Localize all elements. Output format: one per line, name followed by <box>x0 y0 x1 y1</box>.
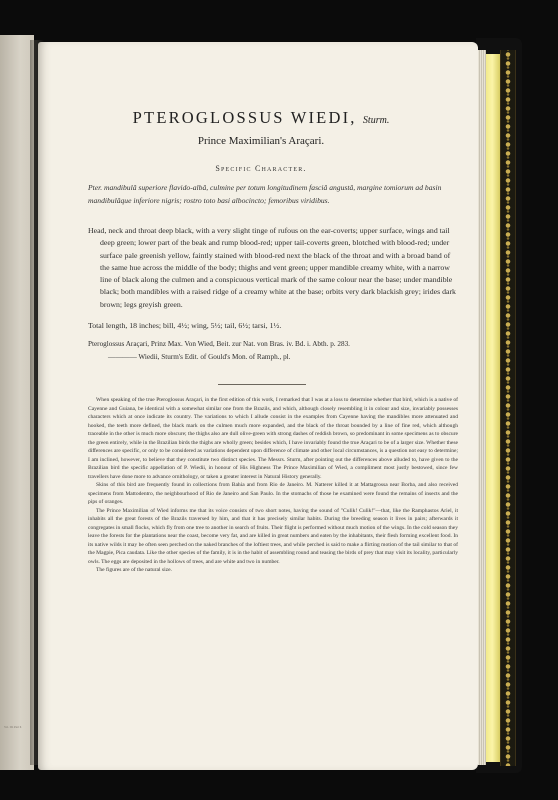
reference-2: ———— Wiedii, Sturm's Edit. of Gould's Mon. of Ramph., pl. <box>108 353 291 361</box>
latin-diagnosis: Pter. mandibulâ superiore flavido-albâ, culmine per totum longitudinem fasciâ angustâ, margine tomiorum ad basin mandibulâque inferiore nigris; rostro toto basi albocincto; femoribus viridibus. <box>88 183 442 205</box>
section-divider <box>218 384 306 385</box>
species-name: PTEROGLOSSUS WIEDI, <box>132 108 357 127</box>
narrative-text <box>88 396 458 575</box>
facing-page-text: Vol. III. Part 6 <box>4 725 22 729</box>
gilt-page-edge <box>486 54 500 762</box>
measurements: Total length, 18 inches; bill, 4½; wing, 5½; tail, 6½; tarsi, 1½. <box>88 321 282 330</box>
gilt-tooled-border <box>500 50 516 766</box>
narrative-paragraph-3: The Prince Maximilian of Wied informs me that its voice consists of two short notes, having the sound of "Culik! Culik!"—that, like the Ramphastos Ariel, it inhabits all the great forests of the Brazils traversed by him, and that it has precisely similar habits. During the breeding season it lives in pairs; afterwards it congregates in small flocks, which fly from one tree to another in search of fruits. Their flight is performed without much motion of the wings. In the cold season they leave the forests for the plantations near the coast, become very fat, and are killed in great numbers and eaten by the inhabitants, their flesh forming excellent food. In its native wilds it may be often seen perched on the naked branches of the loftiest trees, and while perched is said to make a flirting motion of the tail similar to that of the Magpie, Pica caudata. Like the other species of the family, it is in the habit of assembling round and teasing the birds of prey that may visit its locality, particularly owls. The eggs are deposited in the hollows of trees, and are white and two in number. <box>88 507 458 565</box>
plumage-description <box>88 225 456 311</box>
narrative-paragraph-1: When speaking of the true Pteroglossus Araçari, in the first edition of this work, I remarked that I was at a loss to determine whether that bird, which is a native of Cayenne and Guiana, be identical with a somewhat similar one from the Brazils, and which, although closely resembling it in colour and size, invariably possesses characters which at once indicate its country. The variations to which I allude consist in the examples from Cayenne having the mandibles more attenuated and hooked, the teeth more defined, the black mark on the culmen much more expanded, and the black of the throat bounded by a line of fine red, which although traceable in the other is much more obscure; the thighs also are dull olive-green with strong dashes of reddish brown, so predominant in some specimens as to obscure the green entirely, while in the Brazilian birds the thighs are wholly green; besides which, I have invariably found the true Araçari to be of a larger size. Whether these differences are specific, or only to be considered as variations dependent upon difference of climate and other local circumstances, is a question not easy to determine; I am inclined, however, to believe that they constitute two distinct species. The Messrs. Sturm, after pointing out the differences above alluded to, have given to the Brazilian bird the specific appellation of P. Wiedii, in honour of His Highness The Prince Maximilian of Wied, a compliment most justly bestowed, since few travellers have done more to advance ornithology, or taken a greater interest in Natural History generally. <box>88 397 458 480</box>
narrative-paragraph-2: Skins of this bird are frequently found in collections from Bahia and from Rio de Janeiro. M. Natterer killed it at Mattagrossa near Borba, and also received specimens from Mattodentro, the neighbourhood of Rio de Janeiro and San Paulo. In the stomachs of those he examined were found the remains of insects and the pips of oranges. <box>88 482 458 505</box>
references <box>88 339 456 363</box>
species-authority: Sturm. <box>362 115 390 126</box>
narrative-paragraph-4: The figures are of the natural size. <box>96 567 172 573</box>
page-title <box>96 108 426 128</box>
description-paragraph: Head, neck and throat deep black, with a very slight tinge of rufous on the ear-coverts; upper surface, wings and tail deep green; lower part of the beak and rump blood-red; upper tail-coverts green, blotched with blood-red; under surface pale greenish yellow, faintly stained with blood-red next the black of the throat and with a broad band of the same hue across the middle of the body; thighs and vent green; upper mandible creamy white, with a narrow line of black along the culmen and a conspicuous vertical mark of the same colour near the base; under mandible black; both mandibles with a raised ridge of a creamy white at the base; orbits very dark blackish grey; irides dark brown; legs greyish green. <box>88 226 456 309</box>
common-name: Prince Maximilian's Araçari. <box>197 135 325 147</box>
page-stack-edge <box>478 50 486 765</box>
reference-1: Pteroglossus Araçari, Prinz Max. Von Wied, Beit. zur Nat. von Bras. iv. Bd. i. Abth. p. 283. <box>88 340 350 348</box>
specific-character-heading: Specific Character. <box>215 164 307 173</box>
facing-page-edge <box>0 35 34 770</box>
